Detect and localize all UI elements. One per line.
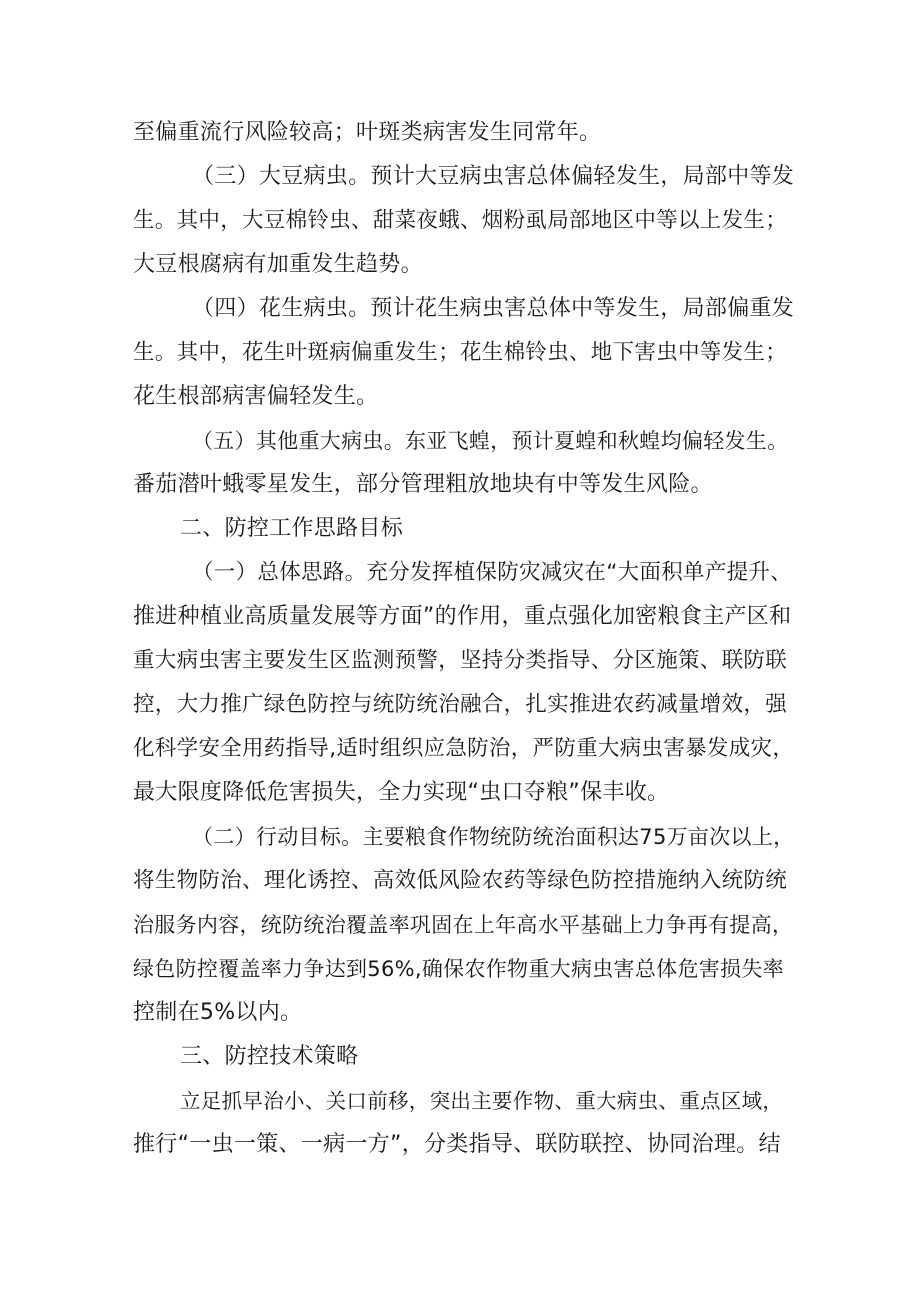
text-line: 重大病虫害主要发生区监测预警，坚持分类指导、分区施策、联防联	[133, 648, 788, 673]
text-line: 绿色防控覆盖率力争达到56%,确保农作物重大病虫害总体危害损失率	[133, 957, 784, 981]
text-line: 将生物防治、理化诱控、高效低风险农药等绿色防控措施纳入统防统	[133, 868, 788, 893]
text-line: 花生根部病害偏轻发生。	[133, 384, 379, 409]
subsection-heading-line: （四）花生病虫。预计花生病虫害总体中等发生，局部偏重发	[192, 296, 795, 321]
text-line: 生。其中，大豆棉铃虫、甜菜夜蛾、烟粉虱局部地区中等以上发生；	[133, 208, 788, 233]
text-line: 化科学安全用药指导,适时组织应急防治，严防重大病虫害暴发成灾，	[133, 736, 795, 761]
text-line: 至偏重流行风险较高；叶斑类病害发生同常年。	[133, 120, 602, 145]
text-line: 番茄潜叶蛾零星发生，部分管理粗放地块有中等发生风险。	[133, 472, 713, 497]
text-line: 大豆根腐病有加重发生趋势。	[133, 252, 423, 277]
section-heading: 三、防控技术策略	[180, 1044, 359, 1069]
text-line: 控制在5%以内。	[133, 1000, 303, 1025]
text-line: 推行“一虫一策、一病一方”，分类指导、联防联控、协同治理。结	[133, 1132, 781, 1157]
subsection-heading-line: （一）总体思路。充分发挥植保防灾减灾在“大面积单产提升、	[192, 560, 793, 585]
text-line: 控，大力推广绿色防控与统防统治融合，扎实推进农药减量增效，强	[133, 692, 788, 717]
text-line: 立足抓早治小、关口前移，突出主要作物、重大病虫、重点区域，	[180, 1089, 784, 1113]
section-heading: 二、防控工作思路目标	[180, 516, 404, 541]
text-line: 推进种植业高质量发展等方面”的作用，重点强化加密粮食主产区和	[133, 604, 792, 629]
text-line: 生。其中，花生叶斑病偏重发生；花生棉铃虫、地下害虫中等发生；	[133, 340, 788, 365]
text-line: 最大限度降低危害损失，全力实现“虫口夺粮”保丰收。	[133, 780, 670, 805]
subsection-heading-line: （五）其他重大病虫。东亚飞蝗，预计夏蝗和秋蝗均偏轻发生。	[192, 429, 789, 453]
text-line: 治服务内容，统防统治覆盖率巩固在上年高水平基础上力争再有提高，	[133, 913, 794, 937]
subsection-heading-line: （三）大豆病虫。预计大豆病虫害总体偏轻发生，局部中等发	[192, 164, 795, 189]
subsection-heading-line: （二）行动目标。主要粮食作物统防统治面积达75万亩次以上，	[192, 825, 795, 849]
